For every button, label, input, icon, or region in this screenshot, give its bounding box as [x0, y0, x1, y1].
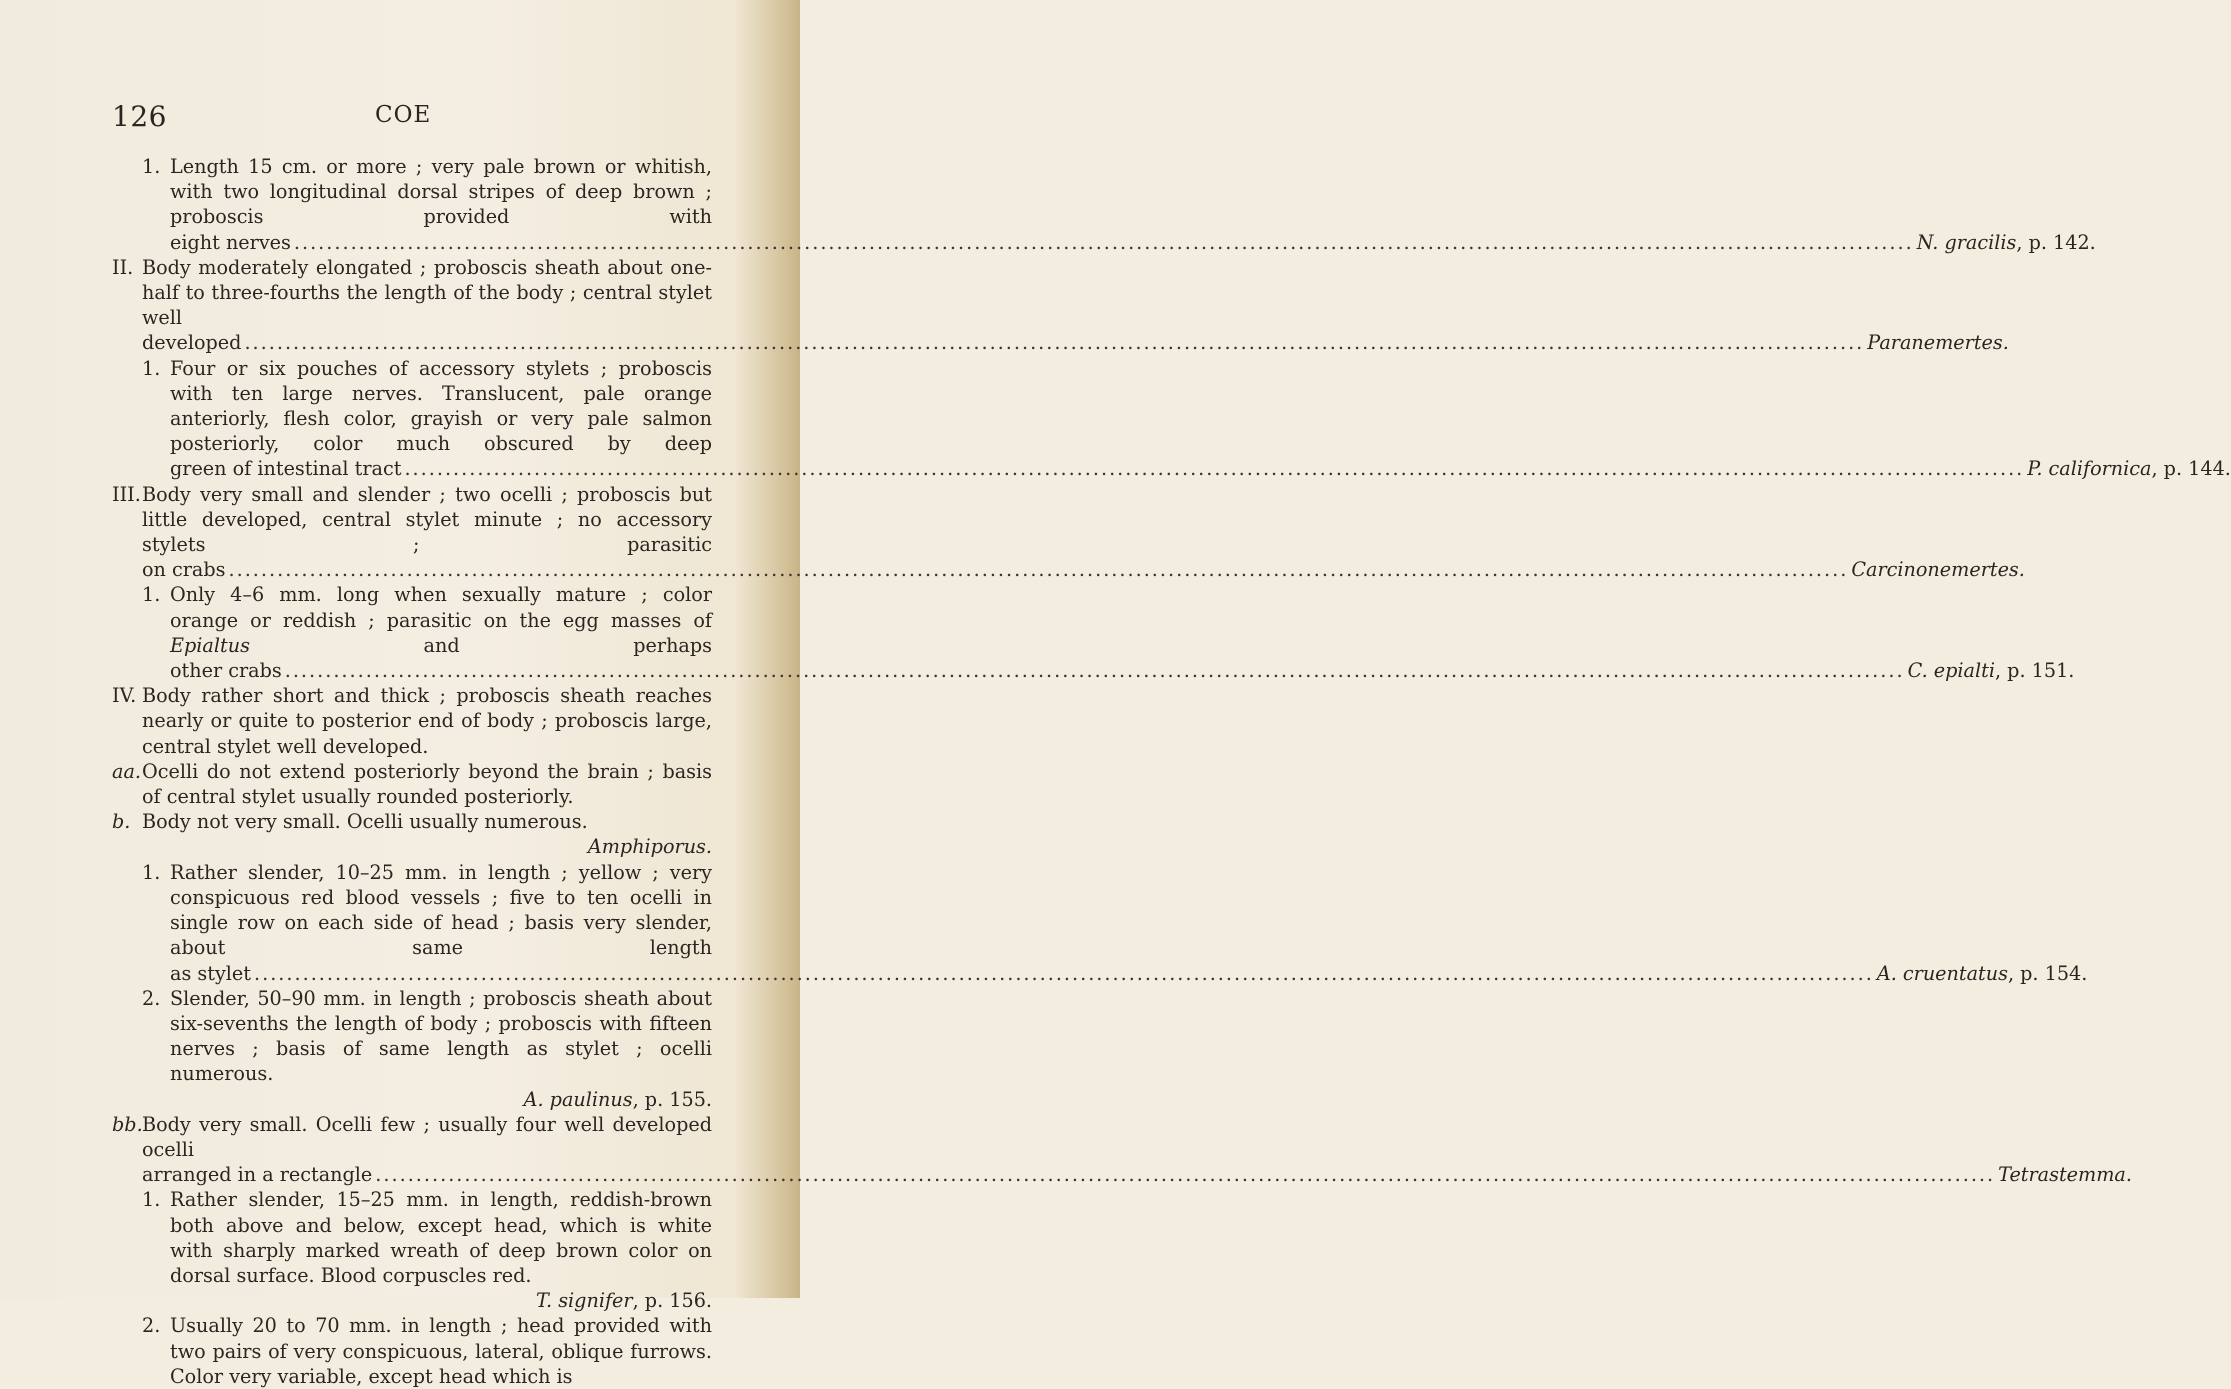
entry-body: Slender, 50–90 mm. in length ; proboscis sheath about six-sevenths the length of body ; proboscis with fifteen nerves ; basis of same length as stylet ; ocelli numerous. [170, 986, 712, 1086]
leader-row: on crabs ........................................................................................................................................................................................................ Carcinonemertes. [142, 558, 2025, 582]
dot-leader: ........................................................................................................................................................................................................ [375, 1163, 1996, 1187]
entry-body: Four or six pouches of accessory stylets ; proboscis with ten large nerves. Translucent, pale orange anteriorly, flesh color, grayish or very pale salmon posteriorly, color much obscured by deep [170, 356, 712, 456]
entry-body: Body very small and slender ; two ocelli ; proboscis but little developed, central stylet minute ; no accessory stylets ; parasitic [142, 482, 712, 557]
leader-row: other crabs ........................................................................................................................................................................................................ C. epialti, p. 151. [170, 659, 2075, 683]
entry-target: P. californica, p. 144. [2027, 457, 2231, 481]
entry-target: T. signifer, p. 156. [536, 1289, 712, 1313]
dot-leader: ........................................................................................................................................................................................................ [293, 230, 1914, 254]
entry-label: 2. [142, 986, 161, 1010]
entry-target: A. paulinus, p. 155. [523, 1087, 712, 1111]
entry-label: 1. [142, 155, 161, 178]
entry-label: 1. [142, 860, 161, 884]
entry-label: 2. [142, 1314, 161, 1338]
dot-leader: ........................................................................................................................................................................................................ [228, 558, 1849, 582]
entry-body: Body not very small. Ocelli usually numerous. [142, 810, 588, 834]
entry-target: Amphiporus. [587, 835, 712, 859]
entry-label: bb. [112, 1112, 143, 1136]
entry-text [170, 1313, 712, 1389]
entry-label: II. [112, 255, 134, 279]
entry-label: b. [112, 810, 131, 834]
dot-leader: ........................................................................................................................................................................................................ [404, 457, 2025, 481]
entry-body: Ocelli do not extend posteriorly beyond the brain ; basis of central stylet usually rounded posteriorly. [142, 759, 712, 809]
entry-body: Rather slender, 10–25 mm. in length ; yellow ; very conspicuous red blood vessels ; five to ten ocelli in single row on each side of head ; basis very slender, about same length [170, 860, 712, 960]
entry-label: 1. [142, 1188, 161, 1212]
entry-target: N. gracilis, p. 142. [1916, 230, 2096, 254]
entry-target: A. cruentatus, p. 154. [1876, 961, 2088, 985]
entry-body: Length 15 cm. or more ; very pale brown or whitish, with two longitudinal dorsal stripes of deep brown ; proboscis provided with [170, 155, 712, 229]
leader-row: eight nerves ........................................................................................................................................................................................................ N. gracilis, p. 142. [170, 230, 2096, 254]
entry-target: Carcinonemertes. [1851, 558, 2025, 582]
running-title: COE [375, 102, 432, 128]
entry-body: Usually 20 to 70 mm. in length ; head provided with two pairs of very conspicuous, lateral, oblique furrows. Color very variable, except head which is [170, 1314, 712, 1388]
leader-row: arranged in a rectangle ........................................................................................................................................................................................................ Tetrastemma. [142, 1163, 2132, 1187]
entry-target: Paranemertes. [1867, 331, 2009, 355]
entry-label: IV. [112, 684, 137, 708]
key-entry [112, 1313, 712, 1389]
entry-target: C. epialti, p. 151. [1907, 659, 2075, 683]
leader-row: developed ........................................................................................................................................................................................................ Paranemertes. [142, 331, 2009, 355]
entry-body: Only 4–6 mm. long when sexually mature ; color orange or reddish ; parasitic on the egg masses of Epialtus and perhaps [170, 583, 712, 657]
entry-label: 1. [142, 583, 161, 607]
dot-leader: ........................................................................................................................................................................................................ [244, 331, 1865, 355]
entry-label: 1. [142, 356, 161, 380]
entry-body: Body moderately elongated ; proboscis sheath about one-half to three-fourths the length of the body ; central stylet well [142, 255, 712, 330]
entry-label: III. [112, 482, 141, 506]
entry-body: Body very small. Ocelli few ; usually four well developed ocelli [142, 1112, 712, 1161]
dot-leader: ........................................................................................................................................................................................................ [254, 961, 1874, 985]
entry-label: aa. [112, 759, 141, 783]
leader-row: green of intestinal tract ........................................................................................................................................................................................................ P. californica, p. 144. [170, 457, 2231, 481]
entry-body: Rather slender, 15–25 mm. in length, reddish-brown both above and below, except head, which is white with sharply marked wreath of deep brown color on dorsal surface. Blood corpuscles red. [170, 1188, 712, 1287]
page-number: 126 [112, 100, 167, 133]
dot-leader: ........................................................................................................................................................................................................ [284, 659, 1905, 683]
entry-target: Tetrastemma. [1998, 1163, 2132, 1187]
entry-body: Body rather short and thick ; proboscis sheath reaches nearly or quite to posterior end of body ; proboscis large, central stylet well developed. [142, 684, 712, 758]
leader-row: as stylet ........................................................................................................................................................................................................ A. cruentatus, p. 154. [170, 961, 2088, 985]
